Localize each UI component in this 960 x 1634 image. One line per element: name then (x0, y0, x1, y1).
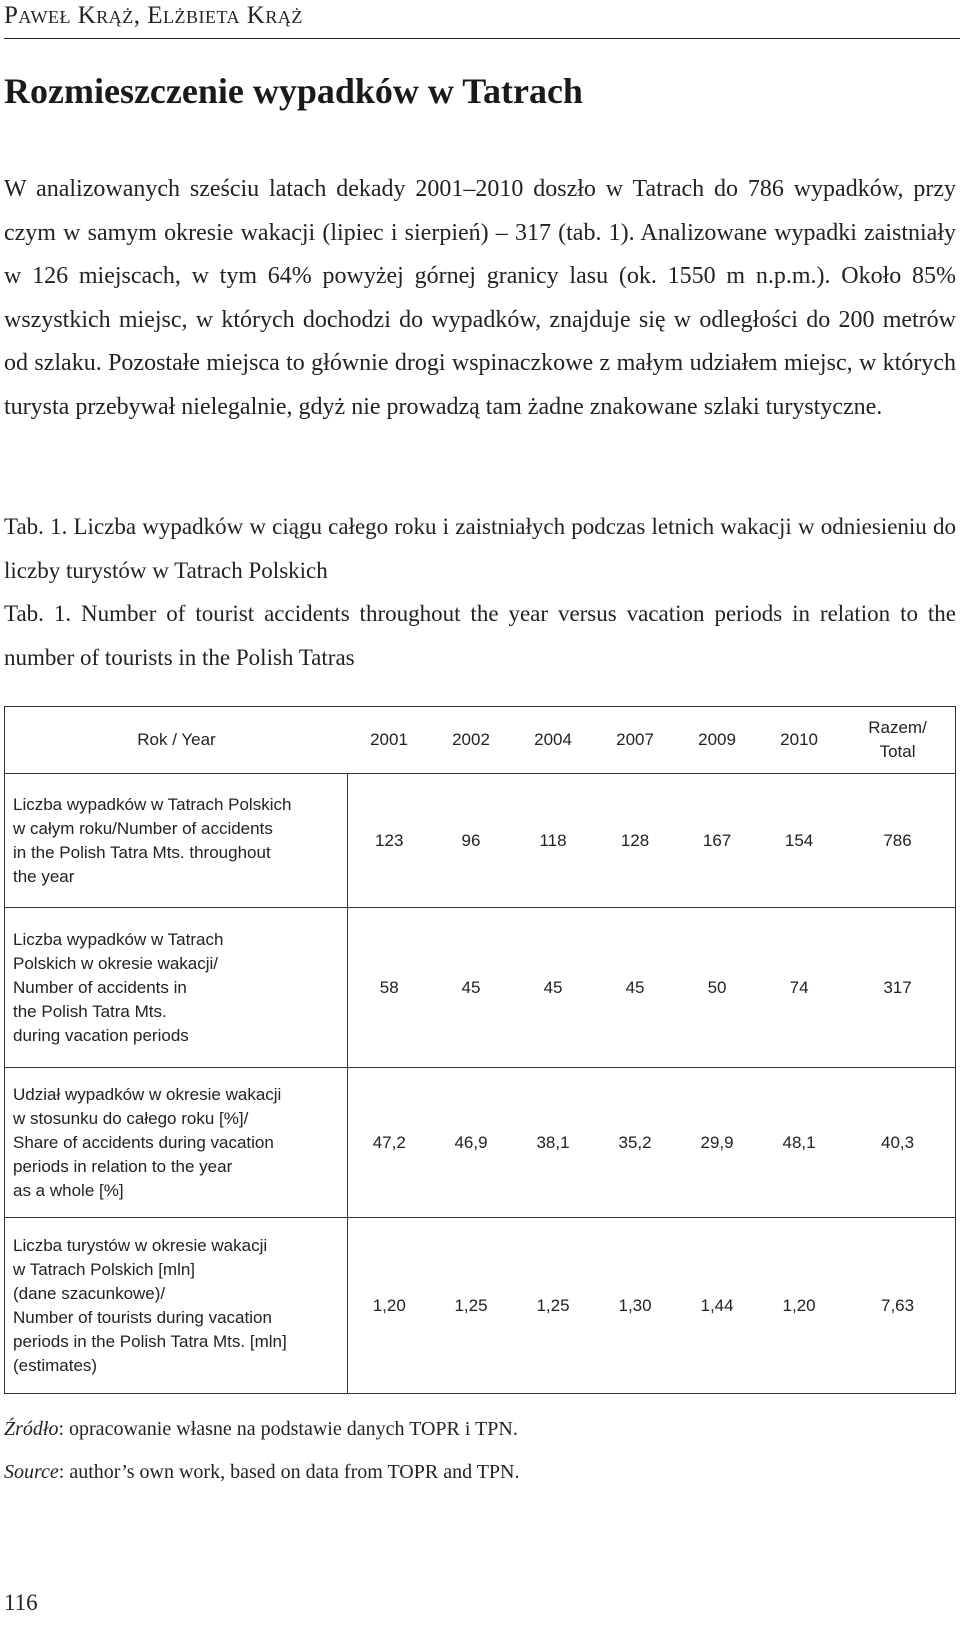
table-cell: 1,20 (348, 1218, 430, 1394)
page-number: 116 (4, 1590, 38, 1615)
header-year-2007: 2007 (594, 707, 676, 774)
table-cell: 38,1 (512, 1068, 594, 1218)
header-year-2004: 2004 (512, 707, 594, 774)
table-cell: 96 (430, 774, 512, 908)
accidents-table (4, 706, 956, 1394)
table-row (5, 1068, 956, 1218)
table-cell: 35,2 (594, 1068, 676, 1218)
row-label-accident-share: Udział wypadków w okresie wakacji w stosunku do całego roku [%]/ Share of accidents during vacation periods in relation to the year as a whole [%] (5, 1068, 348, 1218)
table-cell: 1,44 (676, 1218, 758, 1394)
header-year-2009: 2009 (676, 707, 758, 774)
source-note-en (4, 1461, 520, 1484)
table-row (5, 774, 956, 908)
table-cell: 45 (594, 908, 676, 1068)
table-header-row (5, 707, 956, 774)
table-cell: 1,20 (758, 1218, 840, 1394)
table-cell-total: 7,63 (840, 1218, 955, 1394)
table-cell: 118 (512, 774, 594, 908)
header-total: Razem/ Total (840, 707, 955, 774)
table-row (5, 1218, 956, 1394)
table-caption-pl: Tab. 1. Liczba wypadków w ciągu całego roku i zaistniałych podczas letnich wakacji w odniesieniu do liczby turystów w Tatrach Polskich (4, 514, 956, 583)
table-row (5, 908, 956, 1068)
table-cell: 167 (676, 774, 758, 908)
source-text-pl: : opracowanie własne na podstawie danych TOPR i TPN. (58, 1418, 518, 1440)
table-cell: 1,25 (512, 1218, 594, 1394)
source-label-pl: Źródło (4, 1418, 59, 1440)
table-cell: 46,9 (430, 1068, 512, 1218)
source-text-en: : author’s own work, based on data from TOPR and TPN. (58, 1461, 520, 1483)
table-cell: 74 (758, 908, 840, 1068)
header-year-2001: 2001 (348, 707, 430, 774)
table-cell: 50 (676, 908, 758, 1068)
source-note-pl (4, 1418, 518, 1441)
header-year-2002: 2002 (430, 707, 512, 774)
table-cell-total: 317 (840, 908, 955, 1068)
table-cell-total: 40,3 (840, 1068, 955, 1218)
header-year-label: Rok / Year (5, 707, 348, 774)
row-label-tourists: Liczba turystów w okresie wakacji w Tatrach Polskich [mln] (dane szacunkowe)/ Number of tourists during vacation periods in the Polish Tatra Mts. [mln] (estimates) (5, 1218, 348, 1394)
running-head-authors: Paweł Krąż, Elżbieta Krąż (4, 2, 303, 29)
table-cell: 48,1 (758, 1068, 840, 1218)
table-cell: 45 (512, 908, 594, 1068)
row-label-accidents-vacation: Liczba wypadków w Tatrach Polskich w okresie wakacji/ Number of accidents in the Polish Tatra Mts. during vacation periods (5, 908, 348, 1068)
table-cell: 123 (348, 774, 430, 908)
table-cell: 47,2 (348, 1068, 430, 1218)
table-cell: 1,25 (430, 1218, 512, 1394)
header-rule (4, 38, 960, 39)
table-cell: 128 (594, 774, 676, 908)
body-paragraph: W analizowanych sześciu latach dekady 2001–2010 doszło w Tatrach do 786 wypadków, przy czym w samym okresie wakacji (lipiec i sierpień) – 317 (tab. 1). Analizowane wypadki zaistniały w 126 miejscach, w tym 64% powyżej górnej granicy lasu (ok. 1550 m n.p.m.). Około 85% wszystkich miejsc, w których dochodzi do wypadków, znajduje się w odległości do 200 metrów od szlaku. Pozostałe miejsca to głównie drogi wspinaczkowe z małym udziałem miejsc, w których turysta przebywał nielegalnie, gdyż nie prowadzą tam żadne znakowane szlaki turystyczne. (4, 176, 956, 420)
row-label-accidents-year: Liczba wypadków w Tatrach Polskich w całym roku/Number of accidents in the Polish Tatra Mts. throughout the year (5, 774, 348, 908)
table-cell-total: 786 (840, 774, 955, 908)
table-caption-en: Tab. 1. Number of tourist accidents throughout the year versus vacation periods in relation to the number of tourists in the Polish Tatras (4, 601, 956, 670)
table-cell: 154 (758, 774, 840, 908)
table-cell: 29,9 (676, 1068, 758, 1218)
section-title: Rozmieszczenie wypadków w Tatrach (4, 71, 583, 111)
table-cell: 45 (430, 908, 512, 1068)
header-year-2010: 2010 (758, 707, 840, 774)
table-cell: 1,30 (594, 1218, 676, 1394)
table-cell: 58 (348, 908, 430, 1068)
source-label-en: Source (4, 1461, 59, 1483)
